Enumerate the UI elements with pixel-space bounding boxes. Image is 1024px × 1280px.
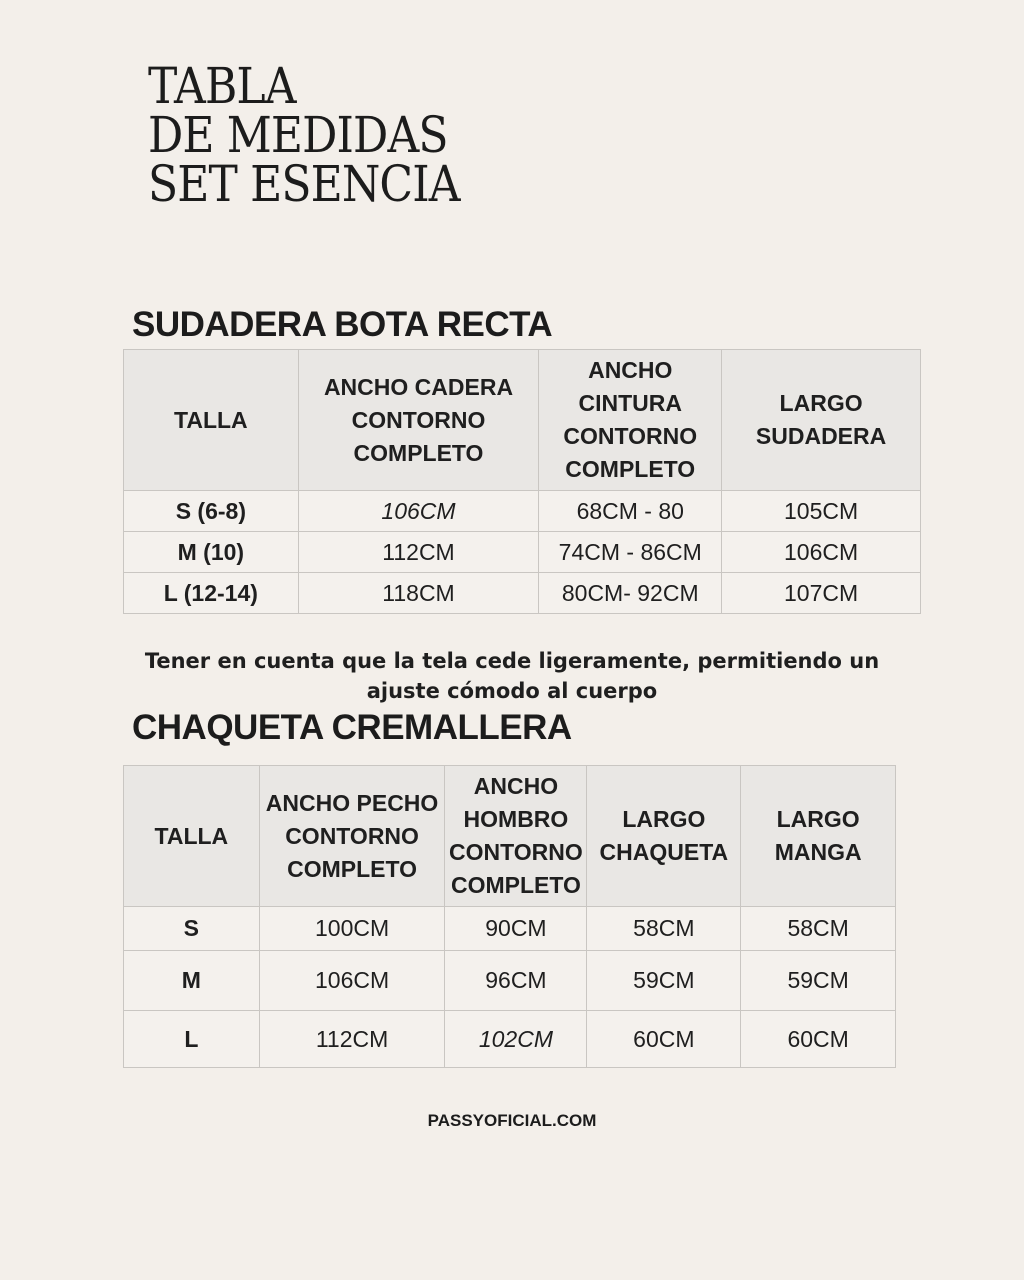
cell-ancho-hombro: 102CM	[445, 1011, 587, 1068]
cell-largo-chaqueta: 58CM	[587, 907, 741, 951]
header-line: TALLA	[174, 406, 248, 433]
cell-ancho-pecho: 100CM	[259, 907, 445, 951]
header-talla	[124, 350, 299, 491]
header-line: LARGO	[779, 390, 863, 416]
fabric-note: Tener en cuenta que la tela cede ligeramente, permitiendo un ajuste cómodo al cuerpo	[144, 649, 880, 703]
cell-largo-manga: 59CM	[741, 951, 896, 1011]
header-ancho-cintura	[539, 350, 722, 491]
cell-talla: S	[124, 907, 260, 951]
table-row	[124, 951, 896, 1011]
header-line: CONTORNO	[449, 839, 583, 865]
header-line: COMPLETO	[353, 439, 484, 466]
table-row	[124, 907, 896, 951]
cell-largo-manga: 60CM	[741, 1011, 896, 1068]
cell-talla: S (6-8)	[124, 491, 299, 532]
cell-ancho-hombro: 96CM	[445, 951, 587, 1011]
cell-ancho-cadera: 106CM	[298, 491, 539, 532]
header-largo-sudadera	[722, 350, 921, 491]
cell-largo-chaqueta: 60CM	[587, 1011, 741, 1068]
header-line: CINTURA	[578, 390, 682, 416]
header-line: ANCHO	[473, 773, 559, 799]
cell-ancho-cintura: 68CM - 80	[539, 491, 722, 532]
cell-largo-sudadera: 106CM	[722, 532, 921, 573]
header-ancho-cadera	[298, 350, 539, 491]
cell-talla: L	[124, 1011, 260, 1068]
header-ancho-hombro	[445, 766, 587, 907]
cell-talla: L (12-14)	[124, 573, 299, 614]
cell-largo-manga: 58CM	[741, 907, 896, 951]
header-line: CONTORNO	[285, 822, 419, 849]
header-line: CONTORNO	[563, 423, 698, 449]
cell-talla: M (10)	[124, 532, 299, 573]
size-table-chaqueta	[123, 765, 896, 1068]
header-line: ANCHO CADERA	[323, 373, 514, 400]
header-largo-manga	[741, 766, 896, 907]
header-talla	[124, 766, 260, 907]
title-line: TABLA	[148, 57, 296, 115]
size-table-sudadera	[123, 349, 921, 614]
table-row	[124, 491, 921, 532]
header-line: COMPLETO	[450, 872, 581, 898]
title-line: DE MEDIDAS	[148, 106, 448, 164]
cell-ancho-cadera: 112CM	[298, 532, 539, 573]
table-row	[124, 1011, 896, 1068]
table-header-row	[124, 766, 896, 907]
header-line: COMPLETO	[565, 456, 696, 482]
header-line: ANCHO PECHO	[265, 789, 439, 816]
header-line: MANGA	[774, 839, 862, 865]
header-line: CHAQUETA	[599, 839, 729, 865]
cell-ancho-cintura: 80CM- 92CM	[539, 573, 722, 614]
header-line: CONTORNO	[351, 406, 486, 433]
cell-ancho-hombro: 90CM	[445, 907, 587, 951]
cell-ancho-cadera: 118CM	[298, 573, 539, 614]
header-line: COMPLETO	[287, 855, 418, 882]
cell-ancho-pecho: 112CM	[259, 1011, 445, 1068]
cell-ancho-cintura: 74CM - 86CM	[539, 532, 722, 573]
section-title-chaqueta: CHAQUETA CREMALLERA	[132, 708, 572, 747]
table-header-row	[124, 350, 921, 491]
header-line: TALLA	[154, 822, 229, 849]
header-line: LARGO	[622, 806, 706, 832]
header-line: HOMBRO	[463, 806, 569, 832]
table-row	[124, 532, 921, 573]
title-line: SET ESENCIA	[148, 155, 460, 213]
header-largo-chaqueta	[587, 766, 741, 907]
cell-largo-chaqueta: 59CM	[587, 951, 741, 1011]
table-row	[124, 573, 921, 614]
cell-largo-sudadera: 105CM	[722, 491, 921, 532]
cell-largo-sudadera: 107CM	[722, 573, 921, 614]
cell-talla: M	[124, 951, 260, 1011]
website-footer: PASSYOFICIAL.COM	[427, 1111, 597, 1130]
section-title-sudadera: SUDADERA BOTA RECTA	[132, 305, 553, 344]
header-ancho-pecho	[259, 766, 445, 907]
header-line: LARGO	[776, 806, 860, 832]
header-line: SUDADERA	[755, 423, 887, 449]
page-title	[148, 57, 460, 213]
header-line: ANCHO	[588, 357, 673, 383]
cell-ancho-pecho: 106CM	[259, 951, 445, 1011]
